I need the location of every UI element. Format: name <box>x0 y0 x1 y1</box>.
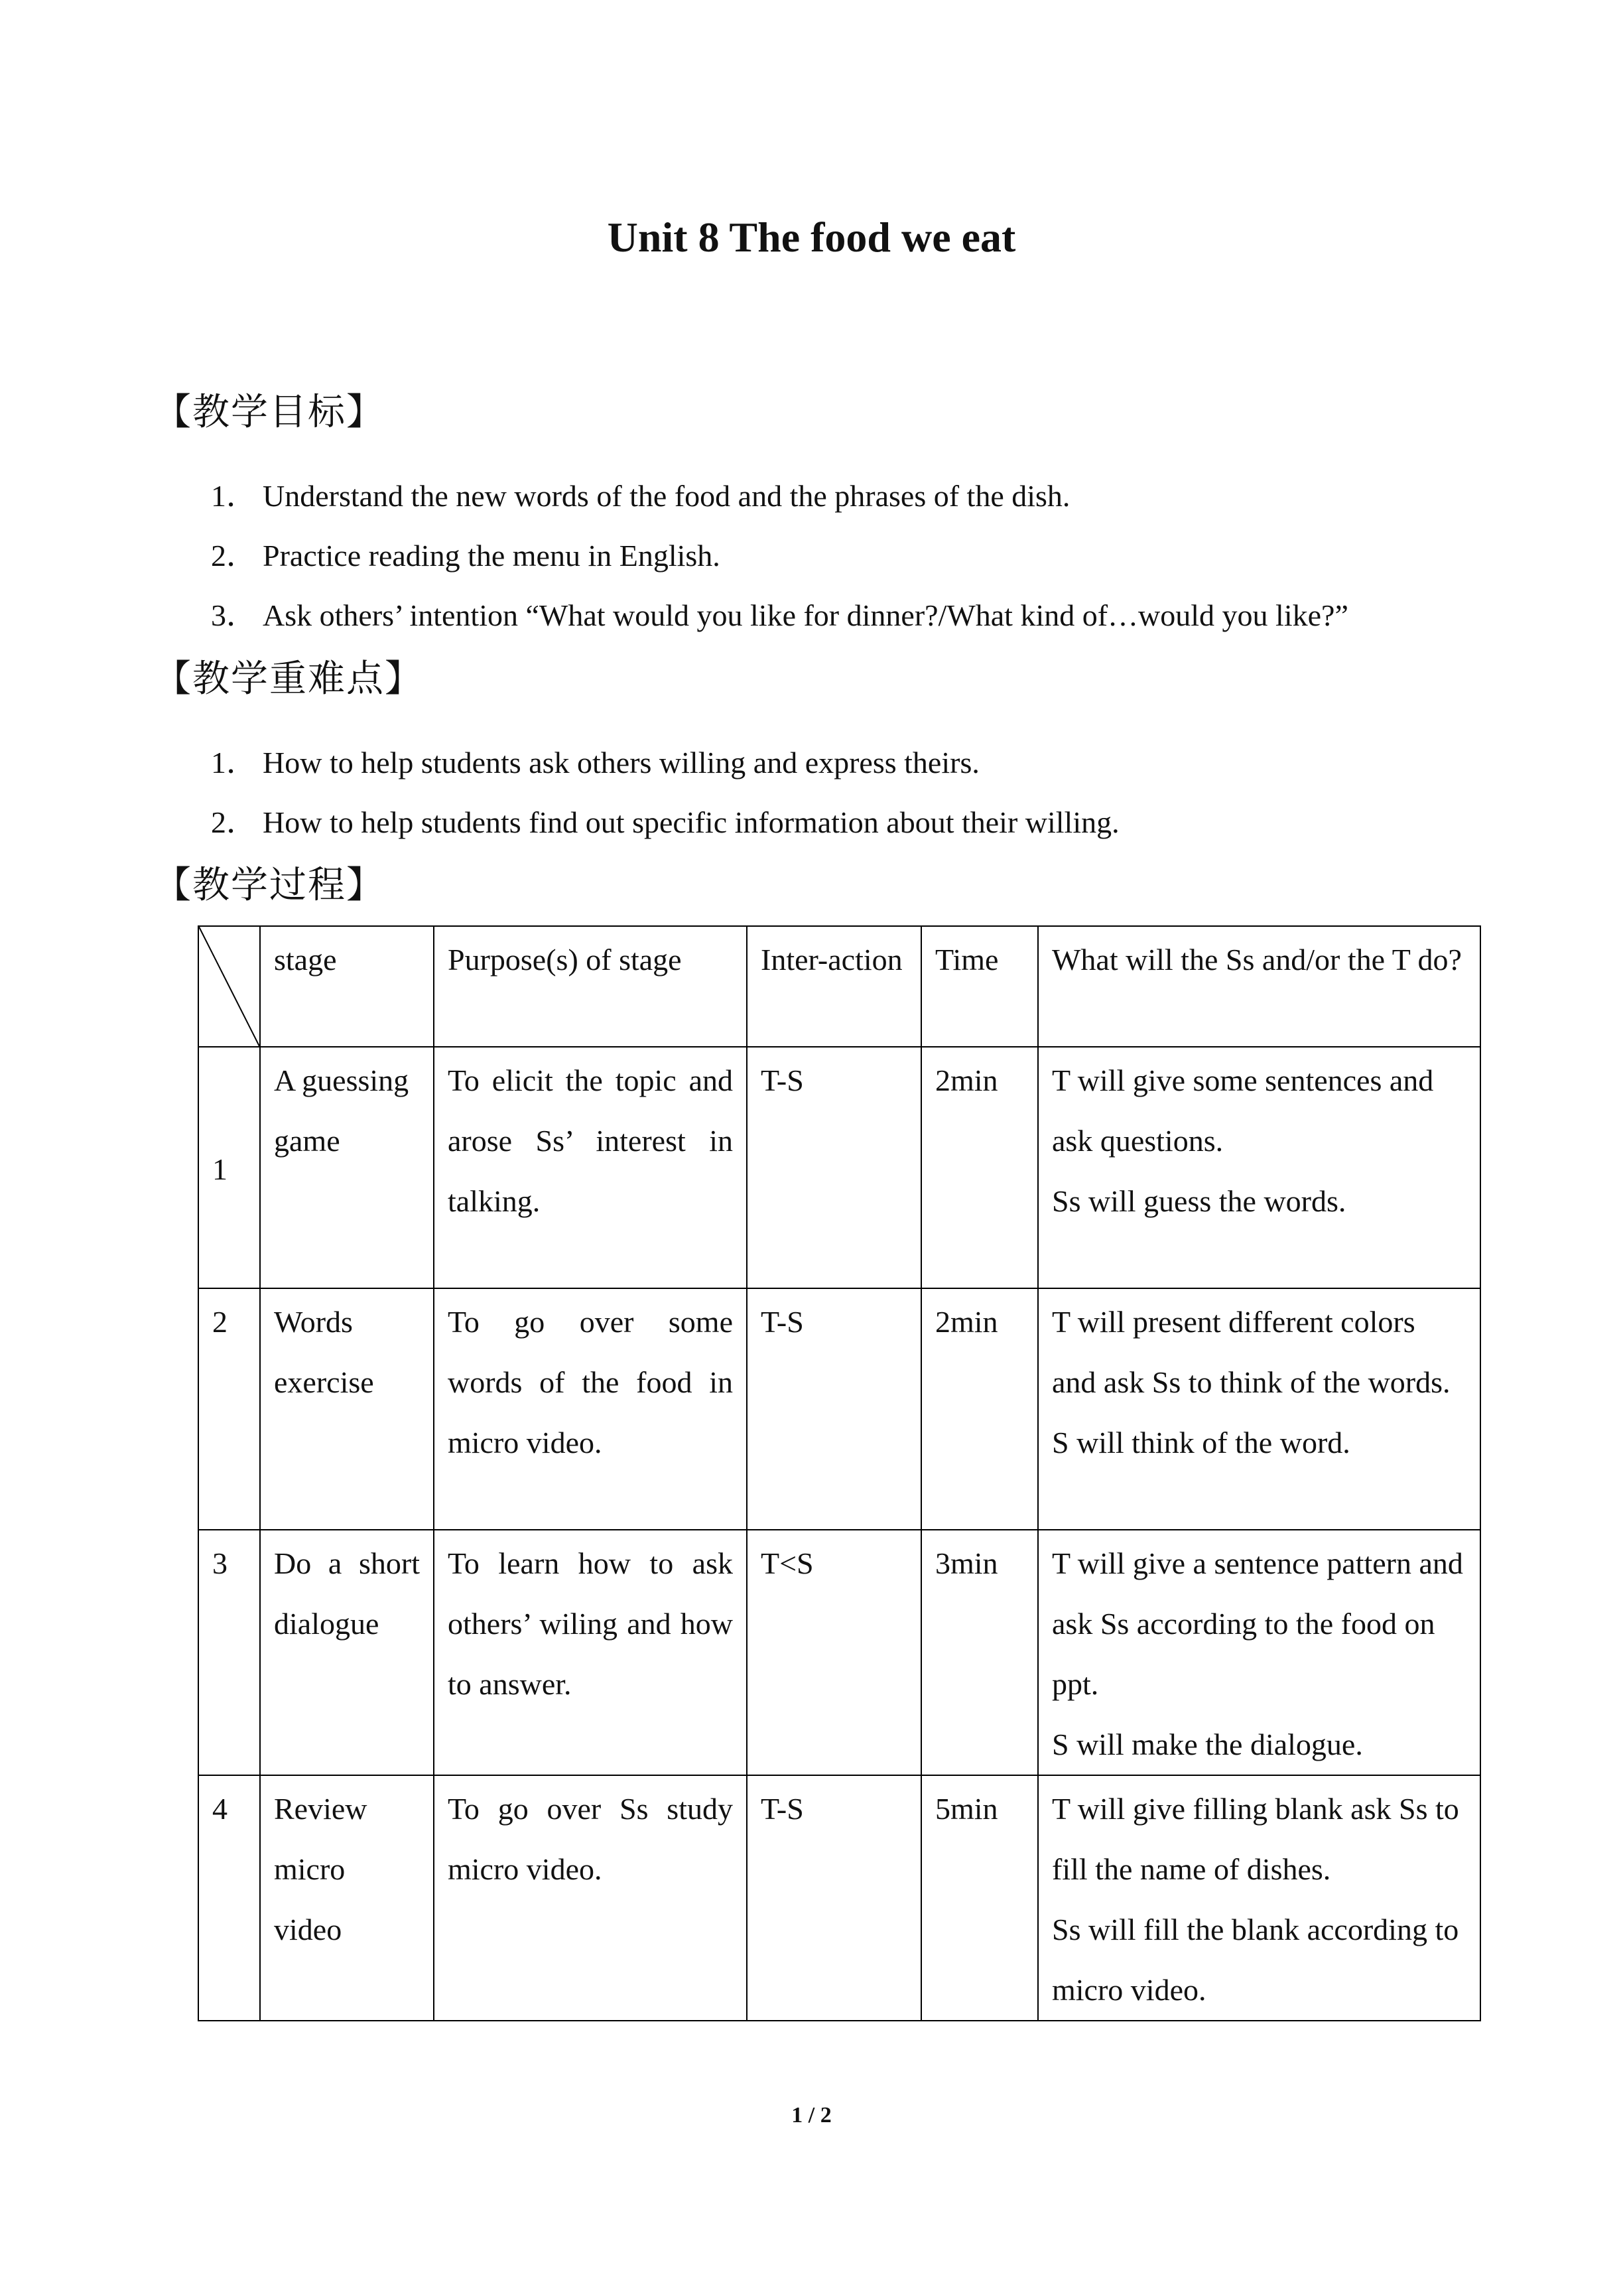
row-number: 1 <box>198 1047 260 1288</box>
row-number: 4 <box>198 1775 260 2021</box>
key-point-item <box>211 803 1120 843</box>
row-activity <box>1038 1530 1480 1775</box>
page-separator: / <box>808 2103 815 2127</box>
header-time: Time <box>921 926 1038 1047</box>
objective-item <box>211 536 720 576</box>
page-total: 2 <box>820 2103 832 2127</box>
key-point-item <box>211 743 980 783</box>
teacher-activity: T will give filling blank ask Ss to fill the name of dishes. <box>1052 1792 1459 1886</box>
row-stage: A guessing game <box>260 1047 434 1288</box>
row-purpose: To learn how to ask others’ wiling and how to answer. <box>434 1530 747 1775</box>
row-stage: Words exercise <box>260 1288 434 1530</box>
row-time: 5min <box>921 1775 1038 2021</box>
objective-item <box>211 596 1348 636</box>
student-activity: Ss will fill the blank according to micro video. <box>1052 1913 1459 2007</box>
objective-number: 2． <box>211 539 257 573</box>
header-stage: stage <box>260 926 434 1047</box>
table-row <box>198 1775 1480 2021</box>
table-row <box>198 1047 1480 1288</box>
row-number: 3 <box>198 1530 260 1775</box>
objective-text: Understand the new words of the food and the phrases of the dish. <box>263 479 1071 513</box>
row-stage: Do a short dialogue <box>260 1530 434 1775</box>
row-stage: Review micro video <box>260 1775 434 2021</box>
row-activity <box>1038 1775 1480 2021</box>
row-interaction: T-S <box>747 1047 921 1288</box>
diagonal-line <box>199 927 259 1046</box>
objectives-heading: 【教学目标】 <box>154 391 385 434</box>
row-activity <box>1038 1047 1480 1288</box>
row-number: 2 <box>198 1288 260 1530</box>
student-activity: S will think of the word. <box>1052 1426 1350 1459</box>
row-interaction: T-S <box>747 1775 921 2021</box>
objective-text: Practice reading the menu in English. <box>263 539 720 573</box>
row-purpose: To go over some words of the food in micro video. <box>434 1288 747 1530</box>
key-points-heading: 【教学重难点】 <box>154 657 423 701</box>
objective-text: Ask others’ intention “What would you like for dinner?/What kind of…would you like?” <box>263 598 1348 632</box>
row-purpose: To elicit the topic and arose Ss’ interest in talking. <box>434 1047 747 1288</box>
row-time: 2min <box>921 1047 1038 1288</box>
header-activity: What will the Ss and/or the T do? <box>1038 926 1480 1047</box>
teacher-activity: T will give some sentences and ask questions. <box>1052 1063 1434 1158</box>
teacher-activity: T will give a sentence pattern and ask Ss according to the food on ppt. <box>1052 1546 1463 1701</box>
lesson-plan-table <box>198 925 1481 2021</box>
row-time: 2min <box>921 1288 1038 1530</box>
row-interaction: T-S <box>747 1288 921 1530</box>
header-interaction: Inter-action <box>747 926 921 1047</box>
key-point-text: How to help students ask others willing and express theirs. <box>263 746 980 779</box>
header-purpose: Purpose(s) of stage <box>434 926 747 1047</box>
table-row <box>198 1288 1480 1530</box>
key-point-number: 2． <box>211 805 257 839</box>
objective-number: 1． <box>211 479 257 513</box>
teacher-activity: T will present different colors and ask Ss to think of the words. <box>1052 1305 1451 1399</box>
table-header-row <box>198 926 1480 1047</box>
key-point-number: 1． <box>211 746 257 779</box>
process-heading: 【教学过程】 <box>154 864 385 907</box>
objective-item <box>211 476 1070 516</box>
student-activity: Ss will guess the words. <box>1052 1184 1346 1218</box>
objective-number: 3． <box>211 598 257 632</box>
row-activity <box>1038 1288 1480 1530</box>
row-purpose: To go over Ss study micro video. <box>434 1775 747 2021</box>
row-interaction: T<S <box>747 1530 921 1775</box>
corner-cell <box>198 926 260 1047</box>
row-time: 3min <box>921 1530 1038 1775</box>
student-activity: S will make the dialogue. <box>1052 1727 1363 1761</box>
page-current: 1 <box>791 2103 803 2127</box>
key-point-text: How to help students find out specific information about their willing. <box>263 805 1120 839</box>
document-title: Unit 8 The food we eat <box>607 214 1016 261</box>
table-row <box>198 1530 1480 1775</box>
page-indicator <box>0 2103 1623 2128</box>
